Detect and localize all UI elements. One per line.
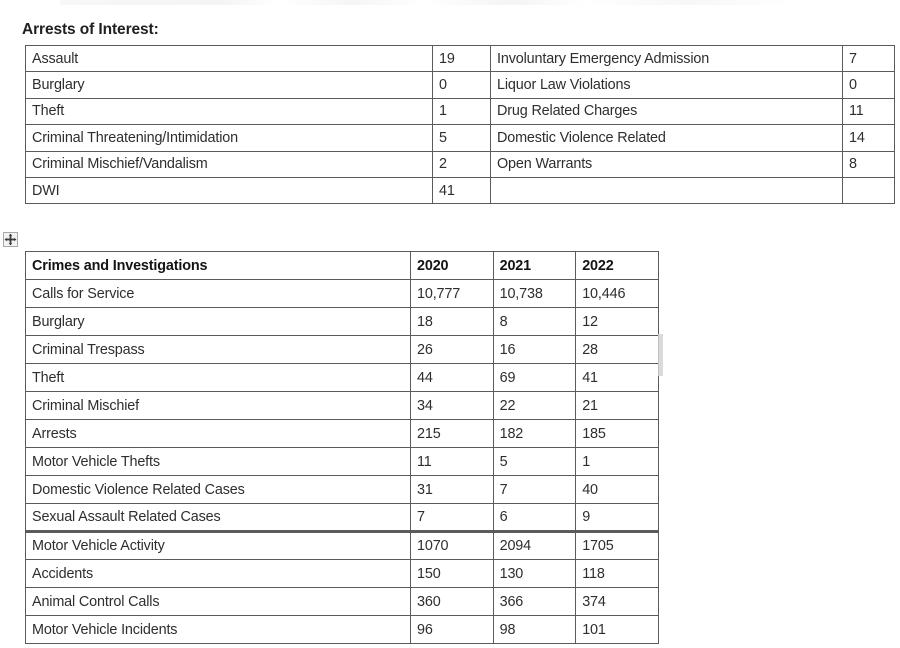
table-row (26, 504, 659, 532)
crime-label: Criminal Mischief (26, 392, 411, 420)
crime-label: Burglary (26, 308, 411, 336)
crime-label: Arrests (26, 420, 411, 448)
crime-2020: 215 (411, 420, 494, 448)
crimes-and-investigations-table (25, 251, 659, 644)
arrest-left-value: 1 (433, 98, 491, 124)
crime-2022: 185 (576, 420, 659, 448)
arrest-left-label: DWI (26, 177, 433, 203)
arrests-of-interest-table (25, 45, 895, 204)
crime-2021: 10,738 (493, 280, 576, 308)
arrest-left-label: Burglary (26, 72, 433, 98)
crime-label: Motor Vehicle Incidents (26, 616, 411, 644)
table-row (26, 364, 659, 392)
crime-2020: 96 (411, 616, 494, 644)
arrest-left-label: Criminal Mischief/Vandalism (26, 151, 433, 177)
table-move-handle[interactable] (3, 232, 18, 247)
arrest-right-value (843, 177, 895, 203)
column-header-category: Crimes and Investigations (26, 252, 411, 280)
crime-label: Animal Control Calls (26, 588, 411, 616)
arrest-right-label: Liquor Law Violations (491, 72, 843, 98)
page-title: Arrests of Interest: (22, 21, 159, 38)
arrest-right-value: 11 (843, 98, 895, 124)
crime-2021: 5 (493, 448, 576, 476)
crime-2021: 182 (493, 420, 576, 448)
crime-2021: 98 (493, 616, 576, 644)
crime-2021: 69 (493, 364, 576, 392)
crime-2021: 7 (493, 476, 576, 504)
crime-2021: 2094 (493, 532, 576, 560)
crime-2020: 44 (411, 364, 494, 392)
arrest-right-label: Drug Related Charges (491, 98, 843, 124)
table-row (26, 280, 659, 308)
crime-2021: 16 (493, 336, 576, 364)
table-row (26, 125, 895, 151)
arrest-left-value: 2 (433, 151, 491, 177)
crimes-table-body (26, 280, 659, 644)
crime-2022: 101 (576, 616, 659, 644)
table-row (26, 532, 659, 560)
table-row (26, 151, 895, 177)
crime-2022: 40 (576, 476, 659, 504)
crime-label: Criminal Trespass (26, 336, 411, 364)
arrest-left-label: Assault (26, 46, 433, 72)
crime-2022: 1705 (576, 532, 659, 560)
arrest-right-value: 14 (843, 125, 895, 151)
arrest-left-label: Theft (26, 98, 433, 124)
table-row (26, 588, 659, 616)
column-header-2022: 2022 (576, 252, 659, 280)
arrest-right-label: Open Warrants (491, 151, 843, 177)
table-row (26, 560, 659, 588)
crime-label: Sexual Assault Related Cases (26, 504, 411, 532)
crime-label: Domestic Violence Related Cases (26, 476, 411, 504)
arrest-left-value: 5 (433, 125, 491, 151)
crime-2020: 11 (411, 448, 494, 476)
crime-2021: 22 (493, 392, 576, 420)
arrest-right-label: Domestic Violence Related (491, 125, 843, 151)
table-row (26, 448, 659, 476)
crime-label: Accidents (26, 560, 411, 588)
arrest-right-value: 8 (843, 151, 895, 177)
crime-2022: 9 (576, 504, 659, 532)
table-row (26, 392, 659, 420)
arrest-left-value: 41 (433, 177, 491, 203)
arrests-table-body (26, 46, 895, 204)
crime-2022: 21 (576, 392, 659, 420)
crime-2021: 8 (493, 308, 576, 336)
crime-label: Calls for Service (26, 280, 411, 308)
table-row (26, 420, 659, 448)
crime-2020: 7 (411, 504, 494, 532)
arrest-left-label: Criminal Threatening/Intimidation (26, 125, 433, 151)
table-row (26, 336, 659, 364)
table-row (26, 476, 659, 504)
table-row (26, 72, 895, 98)
crime-2020: 1070 (411, 532, 494, 560)
crime-2022: 118 (576, 560, 659, 588)
table-header-row (26, 252, 659, 280)
crime-2020: 18 (411, 308, 494, 336)
scrollbar-artifact (658, 334, 663, 376)
arrest-left-value: 0 (433, 72, 491, 98)
crime-2020: 26 (411, 336, 494, 364)
crime-2022: 1 (576, 448, 659, 476)
crime-2020: 150 (411, 560, 494, 588)
table-row (26, 616, 659, 644)
crime-2022: 10,446 (576, 280, 659, 308)
table-row (26, 177, 895, 203)
move-cross-icon (4, 233, 17, 246)
crime-2021: 130 (493, 560, 576, 588)
crime-2022: 12 (576, 308, 659, 336)
crime-label: Motor Vehicle Activity (26, 532, 411, 560)
crimes-table-head (26, 252, 659, 280)
crime-2022: 41 (576, 364, 659, 392)
column-header-2021: 2021 (493, 252, 576, 280)
crime-2021: 6 (493, 504, 576, 532)
arrest-right-value: 7 (843, 46, 895, 72)
crime-label: Motor Vehicle Thefts (26, 448, 411, 476)
crime-2020: 360 (411, 588, 494, 616)
arrest-right-value: 0 (843, 72, 895, 98)
table-row (26, 46, 895, 72)
crime-2020: 10,777 (411, 280, 494, 308)
crime-label: Theft (26, 364, 411, 392)
crime-2020: 31 (411, 476, 494, 504)
arrest-right-label (491, 177, 843, 203)
arrest-right-label: Involuntary Emergency Admission (491, 46, 843, 72)
table-row (26, 308, 659, 336)
column-header-2020: 2020 (411, 252, 494, 280)
crime-2020: 34 (411, 392, 494, 420)
crime-2022: 374 (576, 588, 659, 616)
crime-2022: 28 (576, 336, 659, 364)
crime-2021: 366 (493, 588, 576, 616)
cropped-text-strip (60, 0, 790, 5)
arrest-left-value: 19 (433, 46, 491, 72)
table-row (26, 98, 895, 124)
